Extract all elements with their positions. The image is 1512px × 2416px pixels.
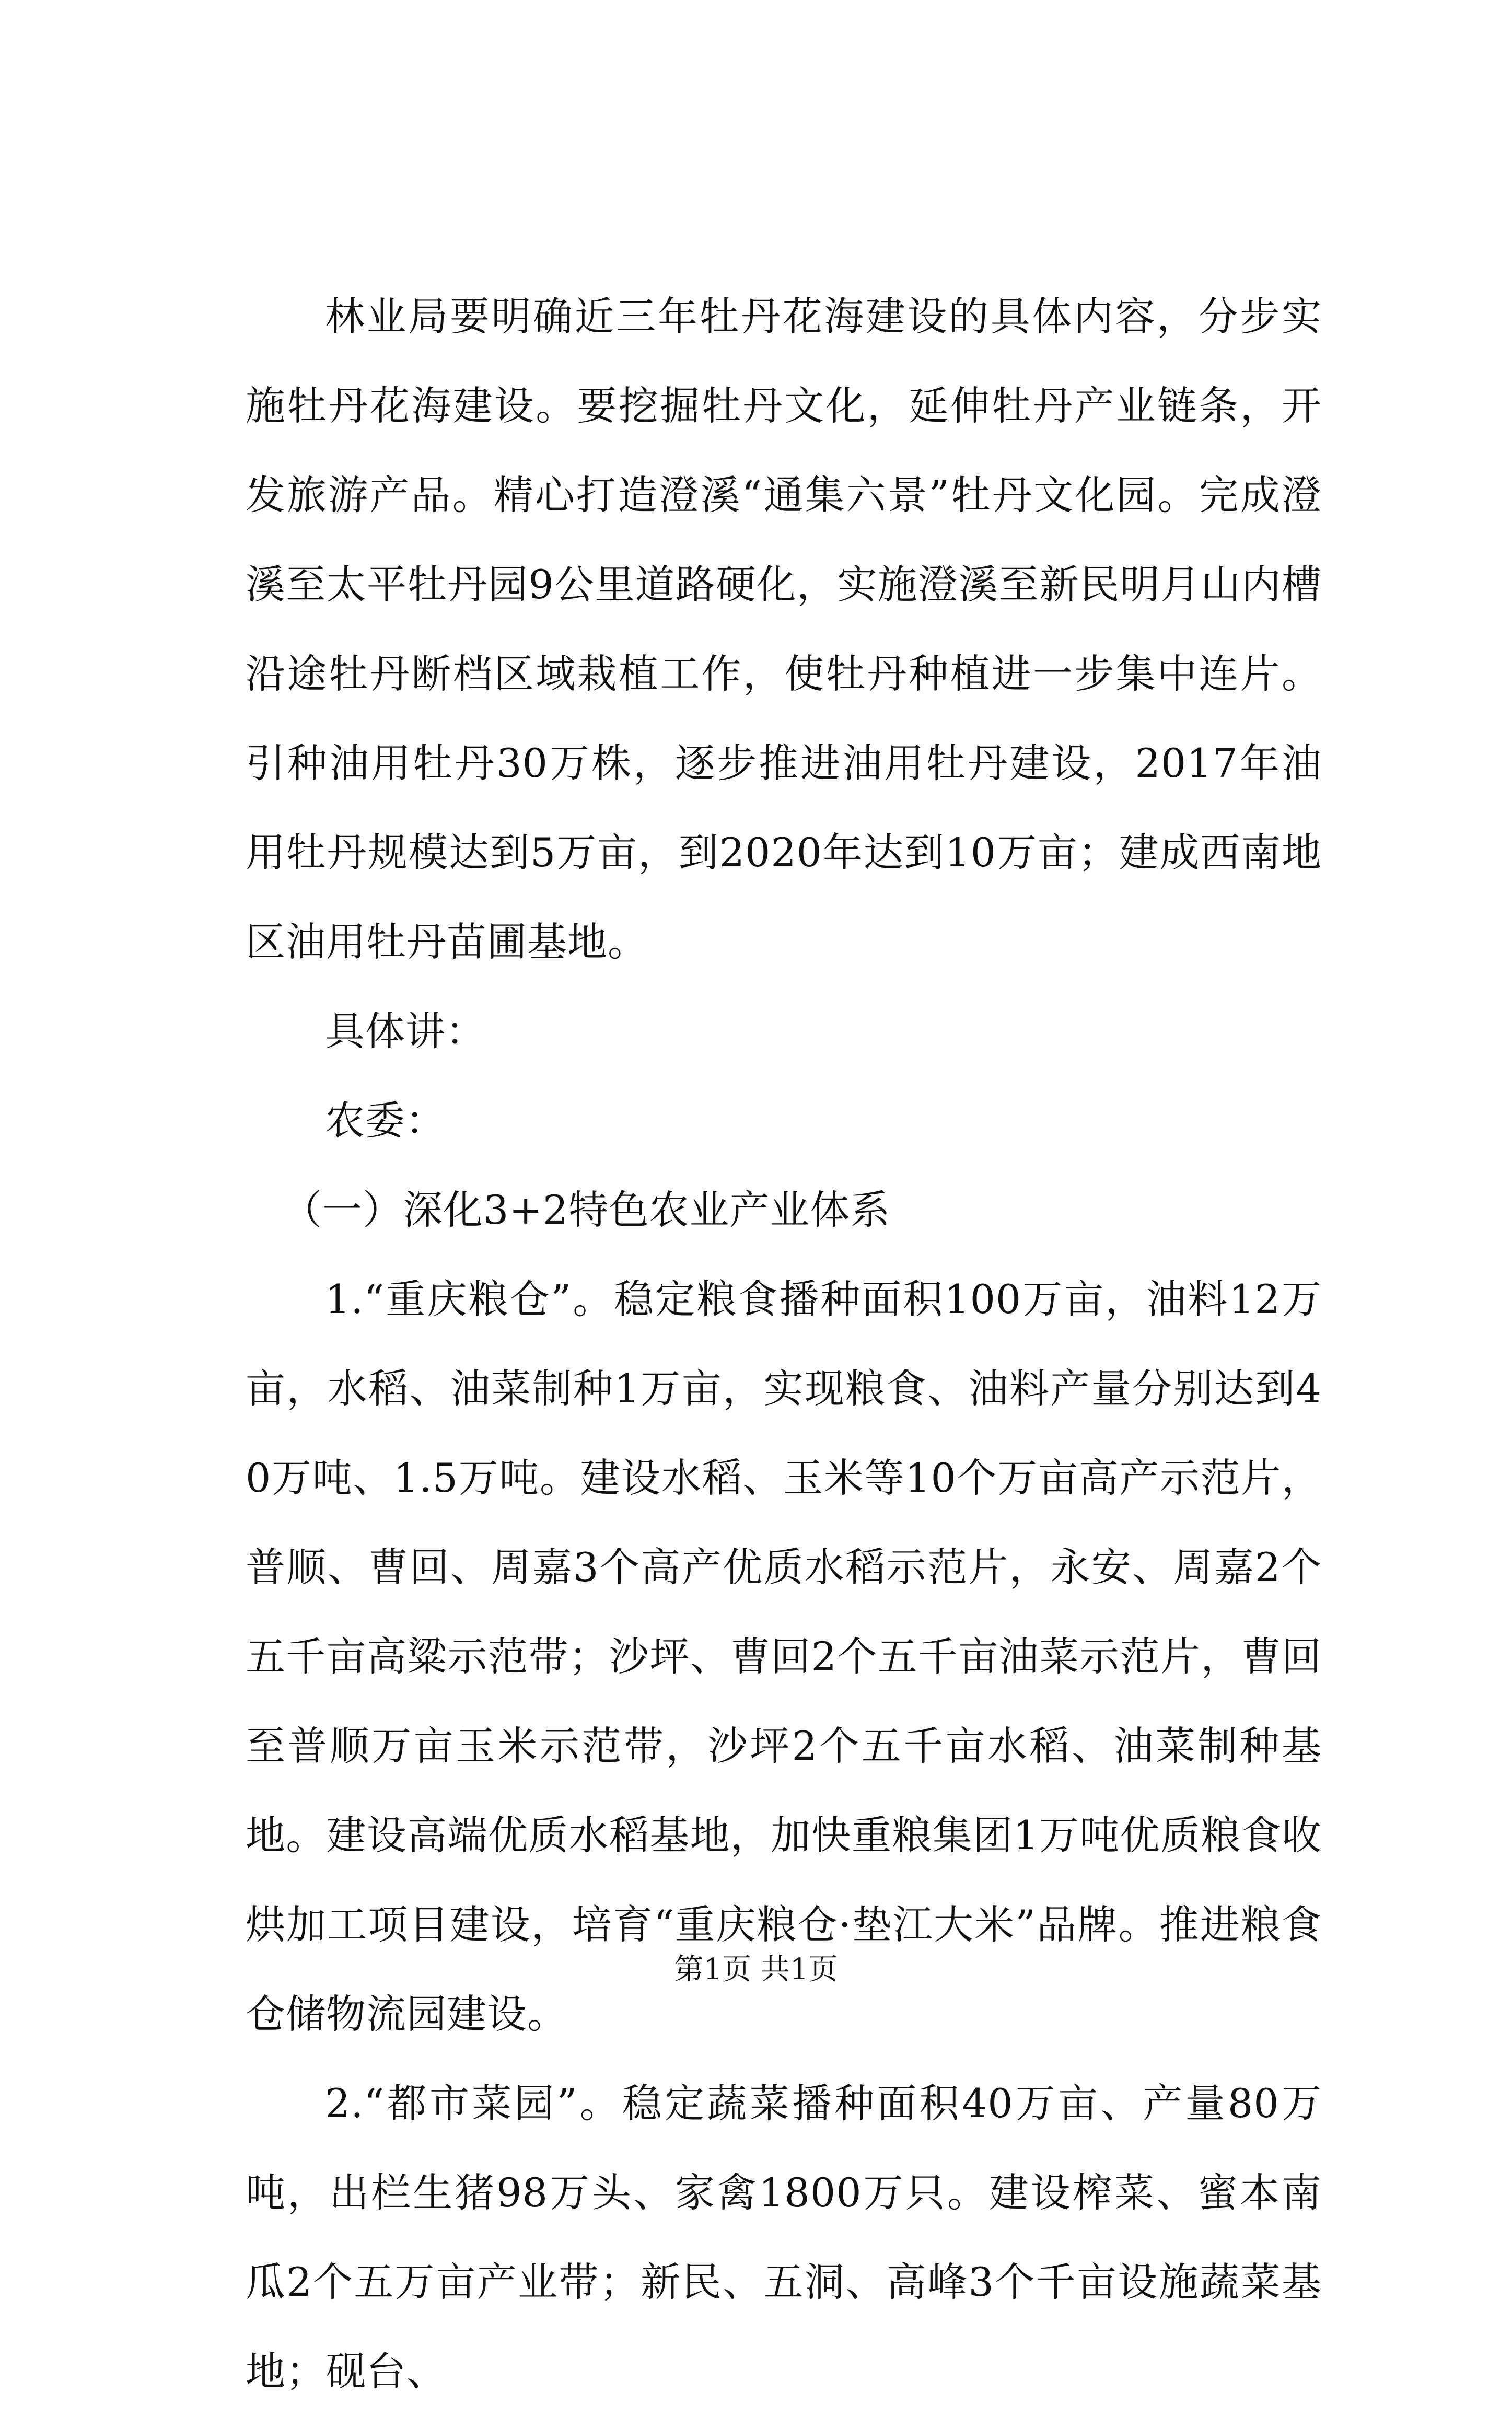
section-heading: （一）深化3+2特色农业产业体系 [282, 1187, 891, 1233]
paragraph-urban-vegetable: 2.“都市菜园”。稳定蔬菜播种面积40万亩、产量80万吨，出栏生猪98万头、家禽1800万只。建设榨菜、蜜本南瓜2个五万亩产业带；新民、五洞、高峰3个千亩设施蔬菜基地；砚台、 [246, 2080, 1322, 2395]
page-footer: 第1页 共1页 [674, 1953, 838, 1987]
paragraph-forestry: 林业局要明确近三年牡丹花海建设的具体内容，分步实施牡丹花海建设。要挖掘牡丹文化，延伸牡丹产业链条，开发旅游产品。精心打造澄溪“通集六景”牡丹文化园。完成澄溪至太平牡丹园9公里道路硬化，实施澄溪至新民明月山内槽沿途牡丹断档区域栽植工作，使牡丹种植进一步集中连片。引种油用牡丹30万株，逐步推进油用牡丹建设，2017年油用牡丹规模达到5万亩，到2020年达到10万亩；建成西南地区油用牡丹苗圃基地。 [246, 293, 1322, 965]
paragraph-specifics-label: 具体讲： [325, 1008, 486, 1054]
body-text [246, 272, 1322, 2416]
paragraph-agri-committee-label: 农委： [325, 1097, 446, 1144]
paragraph-grain-barn: 1.“重庆粮仓”。稳定粮食播种面积100万亩，油料12万亩，水稻、油菜制种1万亩，实现粮食、油料产量分别达到40万吨、1.5万吨。建设水稻、玉米等10个万亩高产示范片，普顺、曹回、周嘉3个高产优质水稻示范片，永安、周嘉2个五千亩高粱示范带；沙坪、曹回2个五千亩油菜示范片，曹回至普顺万亩玉米示范带，沙坪2个五千亩水稻、油菜制种基地。建设高端优质水稻基地，加快重粮集团1万吨优质粮食收烘加工项目建设，培育“重庆粮仓·垫江大米”品牌。推进粮食仓储物流园建设。 [246, 1276, 1322, 2037]
